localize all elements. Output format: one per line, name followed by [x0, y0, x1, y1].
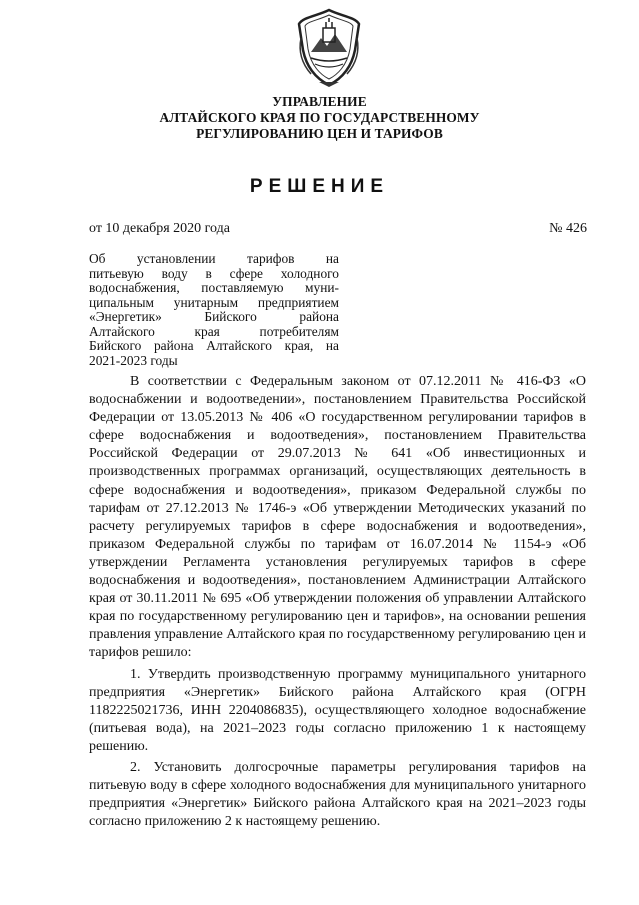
subject-line: водоснабжения, поставляемую муни- [89, 281, 339, 295]
subject-line: питьевую воду в сфере холодного [89, 266, 339, 281]
subject-line: Алтайского края потребителям [89, 324, 339, 339]
org-line-3: РЕГУЛИРОВАНИЮ ЦЕН И ТАРИФОВ [196, 126, 443, 141]
org-line-1: УПРАВЛЕНИЕ [272, 94, 367, 109]
document-number: № 426 [549, 221, 587, 236]
subject-line: «Энергетик» Бийского района [89, 310, 339, 324]
subject-line: Бийского района Алтайского края, на [89, 339, 339, 353]
org-line-2: АЛТАЙСКОГО КРАЯ ПО ГОСУДАРСТВЕННОМУ [159, 110, 480, 125]
document-date: от 10 декабря 2020 года [89, 221, 230, 236]
preamble-paragraph: В соответствии с Федеральным законом от 07.12.2011 № 416-ФЗ «О водоснабжении и водоотведении», постановлением Правительства Российской Федерации от 13.05.2013 № 406 «О государственном регулировании тарифов в сфере водоснабжения и водоотведения», постановлением Правительства Российской Федерации от 29.07.2013 № 641 «Об инвестиционных и производственных программах организаций, осуществляющих деятельность в сфере водоснабжения и водоотведения», приказом Федеральной службы по тарифам от 27.12.2013 № 1746-э «Об утверждении Методических указаний по расчету регулируемых тарифов в сфере водоснабжения и водоотведения», приказом Федеральной службы по тарифам от 16.07.2014 № 1154-э «Об утверждении Регламента установления регулируемых тарифов в сфере водоснабжения и водоотведения», постановлением Администрации Алтайского края от 30.11.2011 № 695 «Об утверждении положения об управлении Алтайского края по государственному регулированию цен и тарифов», на основании решения правления управление Алтайского края по государственному регулированию цен и тарифов решило: [89, 374, 586, 661]
document-subject [89, 252, 339, 368]
subject-line: 2021-2023 годы [89, 353, 178, 368]
subject-line: ципальным унитарным предприятием [89, 295, 339, 310]
coat-of-arms-emblem [293, 8, 365, 88]
decision-item-1: 1. Утвердить производственную программу муниципального унитарного предприятия «Энергетик» Бийского района Алтайского края (ОГРН 1182225021736, ИНН 2204086835), осуществляющего холодное водоснабжение (питьевая вода), на 2021–2023 годы согласно приложению 1 к настоящему решению. [89, 666, 586, 754]
document-type-title: РЕШЕНИЕ [249, 176, 390, 197]
document-body [89, 373, 586, 831]
decision-item-2: 2. Установить долгосрочные параметры регулирования тарифов на питьевую воду в сфере холодного водоснабжения для муниципального унитарного предприятия «Энергетик» Бийского района Алтайского края на 2021–2023 годы согласно приложению 2 к настоящему решению. [89, 759, 586, 830]
issuing-authority [0, 94, 639, 142]
subject-line: Об установлении тарифов на [89, 252, 339, 266]
